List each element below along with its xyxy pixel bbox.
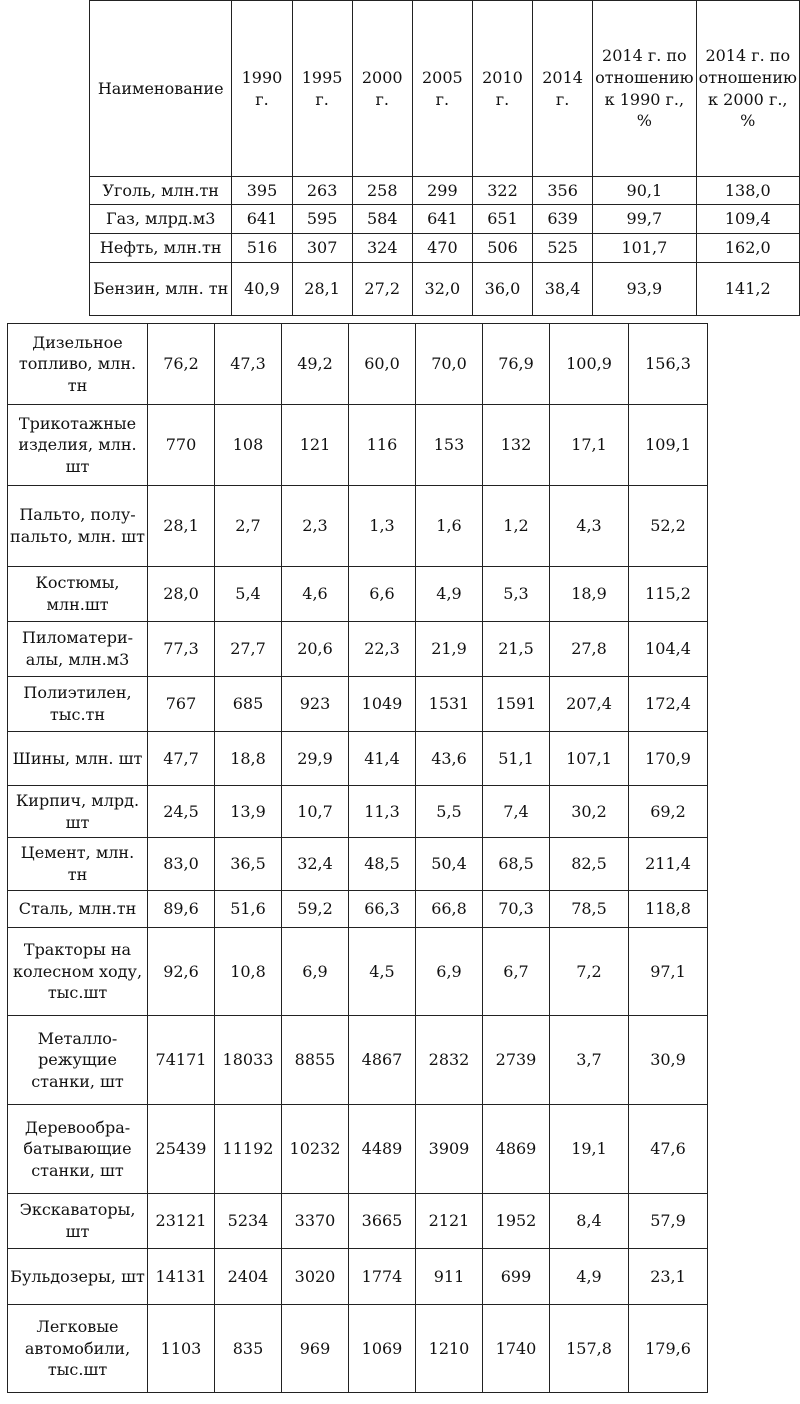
row-name: Деревообра-батывающие станки, шт bbox=[8, 1105, 148, 1194]
header-cell: Наименование bbox=[90, 1, 232, 177]
cell: 19,1 bbox=[550, 1105, 629, 1194]
table-row bbox=[8, 324, 708, 405]
cell: 6,7 bbox=[483, 928, 550, 1016]
row-name: Кирпич, млрд. шт bbox=[8, 786, 148, 838]
cell: 2404 bbox=[215, 1249, 282, 1305]
cell: 4489 bbox=[349, 1105, 416, 1194]
cell: 639 bbox=[533, 205, 593, 234]
cell: 47,7 bbox=[148, 732, 215, 786]
cell: 10,8 bbox=[215, 928, 282, 1016]
cell: 99,7 bbox=[593, 205, 696, 234]
cell: 4,5 bbox=[349, 928, 416, 1016]
cell: 1049 bbox=[349, 677, 416, 732]
cell: 525 bbox=[533, 234, 593, 263]
cell: 32,4 bbox=[282, 838, 349, 891]
cell: 641 bbox=[412, 205, 472, 234]
cell: 3665 bbox=[349, 1194, 416, 1249]
cell: 3370 bbox=[282, 1194, 349, 1249]
table-row bbox=[90, 234, 800, 263]
cell: 157,8 bbox=[550, 1305, 629, 1393]
cell: 322 bbox=[472, 177, 532, 205]
production-table-bottom bbox=[7, 323, 708, 1393]
cell: 651 bbox=[472, 205, 532, 234]
cell: 258 bbox=[352, 177, 412, 205]
cell: 172,4 bbox=[629, 677, 708, 732]
cell: 51,6 bbox=[215, 891, 282, 928]
cell: 74171 bbox=[148, 1016, 215, 1105]
table-row bbox=[8, 1194, 708, 1249]
cell: 4869 bbox=[483, 1105, 550, 1194]
table-row bbox=[8, 891, 708, 928]
cell: 51,1 bbox=[483, 732, 550, 786]
cell: 17,1 bbox=[550, 405, 629, 486]
cell: 4,9 bbox=[550, 1249, 629, 1305]
row-name: Сталь, млн.тн bbox=[8, 891, 148, 928]
cell: 506 bbox=[472, 234, 532, 263]
table-row bbox=[8, 405, 708, 486]
cell: 47,6 bbox=[629, 1105, 708, 1194]
row-name: Трикотажные изделия, млн. шт bbox=[8, 405, 148, 486]
cell: 835 bbox=[215, 1305, 282, 1393]
cell: 138,0 bbox=[696, 177, 799, 205]
cell: 24,5 bbox=[148, 786, 215, 838]
table-row bbox=[8, 786, 708, 838]
cell: 29,9 bbox=[282, 732, 349, 786]
cell: 115,2 bbox=[629, 567, 708, 622]
cell: 1,3 bbox=[349, 486, 416, 567]
cell: 109,1 bbox=[629, 405, 708, 486]
cell: 699 bbox=[483, 1249, 550, 1305]
cell: 14131 bbox=[148, 1249, 215, 1305]
cell: 18033 bbox=[215, 1016, 282, 1105]
cell: 121 bbox=[282, 405, 349, 486]
cell: 395 bbox=[232, 177, 292, 205]
cell: 1069 bbox=[349, 1305, 416, 1393]
table-row bbox=[90, 205, 800, 234]
cell: 101,7 bbox=[593, 234, 696, 263]
header-cell: 1990 г. bbox=[232, 1, 292, 177]
cell: 4,3 bbox=[550, 486, 629, 567]
cell: 595 bbox=[292, 205, 352, 234]
cell: 10,7 bbox=[282, 786, 349, 838]
cell: 27,2 bbox=[352, 263, 412, 316]
cell: 11,3 bbox=[349, 786, 416, 838]
cell: 8,4 bbox=[550, 1194, 629, 1249]
cell: 3020 bbox=[282, 1249, 349, 1305]
table-row bbox=[8, 1249, 708, 1305]
cell: 356 bbox=[533, 177, 593, 205]
cell: 584 bbox=[352, 205, 412, 234]
cell: 41,4 bbox=[349, 732, 416, 786]
cell: 104,4 bbox=[629, 622, 708, 677]
cell: 767 bbox=[148, 677, 215, 732]
cell: 770 bbox=[148, 405, 215, 486]
cell: 470 bbox=[412, 234, 472, 263]
row-name: Пальто, полу-пальто, млн. шт bbox=[8, 486, 148, 567]
cell: 2739 bbox=[483, 1016, 550, 1105]
cell: 76,2 bbox=[148, 324, 215, 405]
cell: 1740 bbox=[483, 1305, 550, 1393]
cell: 4,9 bbox=[416, 567, 483, 622]
cell: 923 bbox=[282, 677, 349, 732]
cell: 30,9 bbox=[629, 1016, 708, 1105]
cell: 28,1 bbox=[148, 486, 215, 567]
cell: 6,9 bbox=[416, 928, 483, 1016]
cell: 7,2 bbox=[550, 928, 629, 1016]
cell: 6,6 bbox=[349, 567, 416, 622]
cell: 18,8 bbox=[215, 732, 282, 786]
cell: 263 bbox=[292, 177, 352, 205]
cell: 21,9 bbox=[416, 622, 483, 677]
cell: 118,8 bbox=[629, 891, 708, 928]
cell: 27,8 bbox=[550, 622, 629, 677]
cell: 78,5 bbox=[550, 891, 629, 928]
header-cell: 2014 г. по отношению к 1990 г., % bbox=[593, 1, 696, 177]
cell: 60,0 bbox=[349, 324, 416, 405]
cell: 38,4 bbox=[533, 263, 593, 316]
cell: 1210 bbox=[416, 1305, 483, 1393]
cell: 6,9 bbox=[282, 928, 349, 1016]
cell: 641 bbox=[232, 205, 292, 234]
cell: 516 bbox=[232, 234, 292, 263]
cell: 211,4 bbox=[629, 838, 708, 891]
row-name: Дизельное топливо, млн. тн bbox=[8, 324, 148, 405]
row-name: Металло-режущие станки, шт bbox=[8, 1016, 148, 1105]
row-name: Уголь, млн.тн bbox=[90, 177, 232, 205]
cell: 100,9 bbox=[550, 324, 629, 405]
table-row bbox=[8, 928, 708, 1016]
cell: 13,9 bbox=[215, 786, 282, 838]
header-cell: 2014 г. bbox=[533, 1, 593, 177]
table-row bbox=[8, 486, 708, 567]
table-row bbox=[8, 622, 708, 677]
cell: 28,1 bbox=[292, 263, 352, 316]
cell: 116 bbox=[349, 405, 416, 486]
production-table-top bbox=[89, 0, 800, 316]
cell: 76,9 bbox=[483, 324, 550, 405]
cell: 2,7 bbox=[215, 486, 282, 567]
cell: 20,6 bbox=[282, 622, 349, 677]
header-cell: 2014 г. по отношению к 2000 г., % bbox=[696, 1, 799, 177]
row-name: Цемент, млн. тн bbox=[8, 838, 148, 891]
cell: 90,1 bbox=[593, 177, 696, 205]
header-cell: 2010 г. bbox=[472, 1, 532, 177]
cell: 1952 bbox=[483, 1194, 550, 1249]
cell: 7,4 bbox=[483, 786, 550, 838]
cell: 109,4 bbox=[696, 205, 799, 234]
cell: 77,3 bbox=[148, 622, 215, 677]
cell: 40,9 bbox=[232, 263, 292, 316]
cell: 5,5 bbox=[416, 786, 483, 838]
cell: 969 bbox=[282, 1305, 349, 1393]
table-row bbox=[90, 177, 800, 205]
row-name: Шины, млн. шт bbox=[8, 732, 148, 786]
cell: 685 bbox=[215, 677, 282, 732]
cell: 23,1 bbox=[629, 1249, 708, 1305]
cell: 69,2 bbox=[629, 786, 708, 838]
row-name: Костюмы, млн.шт bbox=[8, 567, 148, 622]
row-name: Бензин, млн. тн bbox=[90, 263, 232, 316]
cell: 1,2 bbox=[483, 486, 550, 567]
table-row bbox=[90, 263, 800, 316]
cell: 141,2 bbox=[696, 263, 799, 316]
row-name: Экскаваторы, шт bbox=[8, 1194, 148, 1249]
cell: 170,9 bbox=[629, 732, 708, 786]
cell: 52,2 bbox=[629, 486, 708, 567]
table-row bbox=[8, 677, 708, 732]
cell: 23121 bbox=[148, 1194, 215, 1249]
cell: 48,5 bbox=[349, 838, 416, 891]
cell: 49,2 bbox=[282, 324, 349, 405]
row-name: Полиэтилен, тыс.тн bbox=[8, 677, 148, 732]
table-row bbox=[8, 838, 708, 891]
cell: 1591 bbox=[483, 677, 550, 732]
cell: 324 bbox=[352, 234, 412, 263]
cell: 21,5 bbox=[483, 622, 550, 677]
cell: 132 bbox=[483, 405, 550, 486]
cell: 4867 bbox=[349, 1016, 416, 1105]
cell: 30,2 bbox=[550, 786, 629, 838]
row-name: Легковые автомобили, тыс.шт bbox=[8, 1305, 148, 1393]
cell: 156,3 bbox=[629, 324, 708, 405]
cell: 50,4 bbox=[416, 838, 483, 891]
cell: 1774 bbox=[349, 1249, 416, 1305]
cell: 82,5 bbox=[550, 838, 629, 891]
cell: 3,7 bbox=[550, 1016, 629, 1105]
cell: 92,6 bbox=[148, 928, 215, 1016]
cell: 8855 bbox=[282, 1016, 349, 1105]
row-name: Тракторы на колесном ходу, тыс.шт bbox=[8, 928, 148, 1016]
cell: 1103 bbox=[148, 1305, 215, 1393]
cell: 5,4 bbox=[215, 567, 282, 622]
cell: 153 bbox=[416, 405, 483, 486]
cell: 2832 bbox=[416, 1016, 483, 1105]
cell: 107,1 bbox=[550, 732, 629, 786]
cell: 10232 bbox=[282, 1105, 349, 1194]
table-row bbox=[8, 1105, 708, 1194]
cell: 207,4 bbox=[550, 677, 629, 732]
table-row bbox=[8, 732, 708, 786]
cell: 911 bbox=[416, 1249, 483, 1305]
cell: 2,3 bbox=[282, 486, 349, 567]
cell: 47,3 bbox=[215, 324, 282, 405]
cell: 18,9 bbox=[550, 567, 629, 622]
cell: 179,6 bbox=[629, 1305, 708, 1393]
cell: 22,3 bbox=[349, 622, 416, 677]
cell: 25439 bbox=[148, 1105, 215, 1194]
cell: 66,3 bbox=[349, 891, 416, 928]
table-row bbox=[8, 1016, 708, 1105]
cell: 3909 bbox=[416, 1105, 483, 1194]
cell: 28,0 bbox=[148, 567, 215, 622]
cell: 2121 bbox=[416, 1194, 483, 1249]
table-row bbox=[8, 1305, 708, 1393]
cell: 68,5 bbox=[483, 838, 550, 891]
row-name: Пиломатери-алы, млн.м3 bbox=[8, 622, 148, 677]
cell: 36,0 bbox=[472, 263, 532, 316]
cell: 66,8 bbox=[416, 891, 483, 928]
cell: 27,7 bbox=[215, 622, 282, 677]
cell: 162,0 bbox=[696, 234, 799, 263]
cell: 1,6 bbox=[416, 486, 483, 567]
cell: 5234 bbox=[215, 1194, 282, 1249]
row-name: Газ, млрд.м3 bbox=[90, 205, 232, 234]
cell: 307 bbox=[292, 234, 352, 263]
cell: 4,6 bbox=[282, 567, 349, 622]
cell: 11192 bbox=[215, 1105, 282, 1194]
header-row bbox=[90, 1, 800, 177]
cell: 93,9 bbox=[593, 263, 696, 316]
cell: 70,0 bbox=[416, 324, 483, 405]
cell: 70,3 bbox=[483, 891, 550, 928]
cell: 5,3 bbox=[483, 567, 550, 622]
cell: 43,6 bbox=[416, 732, 483, 786]
table-row bbox=[8, 567, 708, 622]
cell: 97,1 bbox=[629, 928, 708, 1016]
header-cell: 2005 г. bbox=[412, 1, 472, 177]
row-name: Нефть, млн.тн bbox=[90, 234, 232, 263]
header-cell: 1995 г. bbox=[292, 1, 352, 177]
cell: 89,6 bbox=[148, 891, 215, 928]
cell: 108 bbox=[215, 405, 282, 486]
cell: 32,0 bbox=[412, 263, 472, 316]
row-name: Бульдозеры, шт bbox=[8, 1249, 148, 1305]
header-cell: 2000 г. bbox=[352, 1, 412, 177]
cell: 83,0 bbox=[148, 838, 215, 891]
cell: 36,5 bbox=[215, 838, 282, 891]
cell: 299 bbox=[412, 177, 472, 205]
cell: 59,2 bbox=[282, 891, 349, 928]
cell: 57,9 bbox=[629, 1194, 708, 1249]
cell: 1531 bbox=[416, 677, 483, 732]
